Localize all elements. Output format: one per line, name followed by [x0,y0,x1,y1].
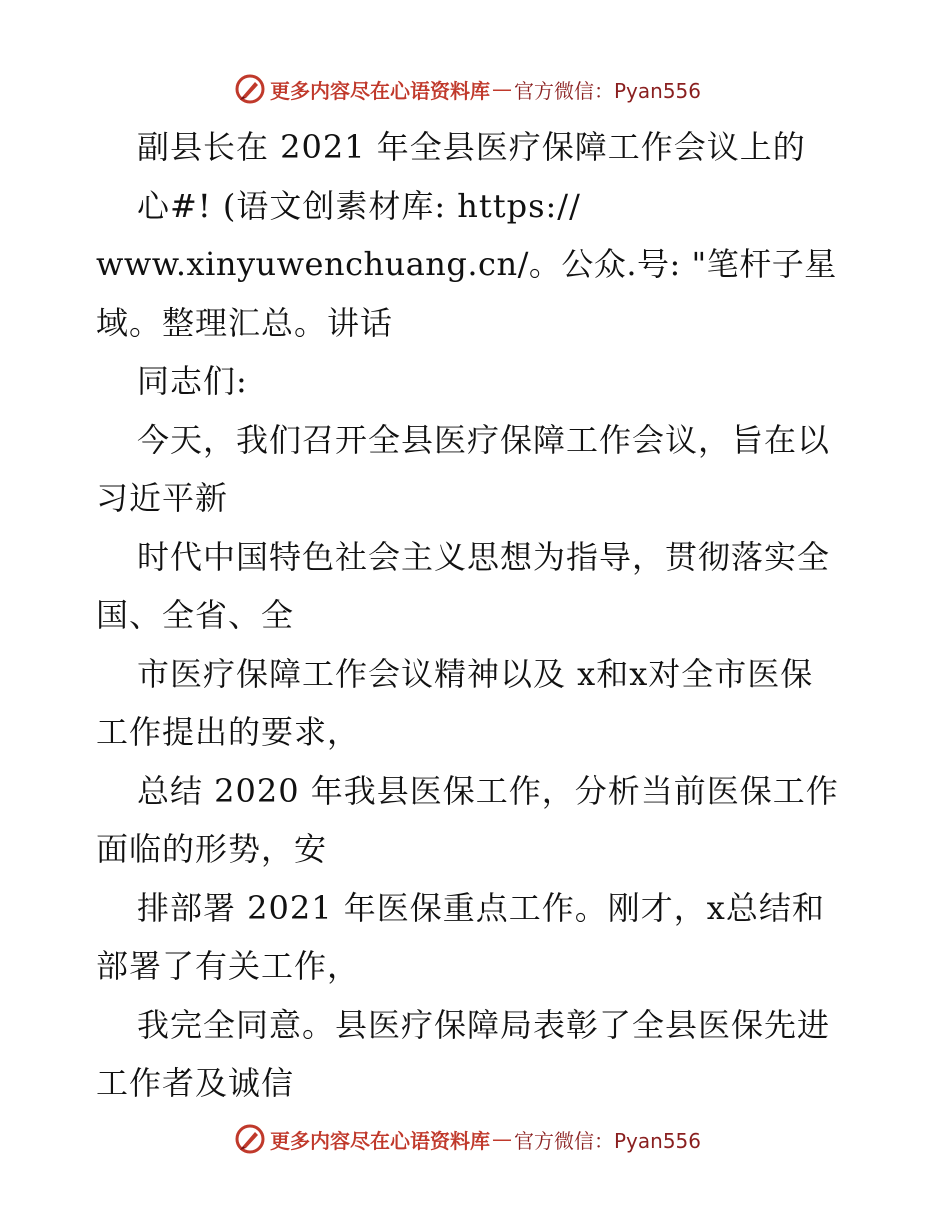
watermark-separator: — [492,77,512,101]
doc-line-paragraph: 部署了有关工作， [96,947,361,985]
doc-line-paragraph: 习近平新 [96,479,229,517]
watermark-brand-text: 更多内容尽在心语资料库 [270,1128,490,1153]
doc-line-paragraph: 工作者及诚信 [96,1064,295,1102]
doc-line-title-4: 域。整理汇总。讲话 [96,303,394,342]
header-watermark-banner [234,72,701,106]
footer-watermark-banner [234,1122,701,1156]
doc-line-paragraph: 今天，我们召开全县医疗保障工作会议，旨在以 [137,420,831,459]
doc-line-paragraph: 排部署 2021 年医保重点工作。刚才，x总结和 [137,888,825,927]
pen-logo-icon [234,73,266,105]
document-body [96,118,866,1113]
watermark-wechat-text: 官方微信：Pyan556 [514,78,702,103]
doc-line-salutation: 同志们: [137,362,248,400]
doc-line-paragraph: 面临的形势，安 [96,830,328,868]
doc-line-title-1: 副县长在 2021 年全县医疗保障工作会议上的 [137,128,806,166]
watermark-wechat-text: 官方微信：Pyan556 [514,1128,702,1153]
doc-line-paragraph: 国、全省、全 [96,596,295,634]
doc-line-paragraph: 工作提出的要求， [96,713,361,751]
doc-line-title-2: 心#! (语文创素材库: https:// [137,186,581,225]
watermark-separator: — [492,1127,512,1151]
doc-line-paragraph: 总结 2020 年我县医保工作，分析当前医保工作 [137,771,839,810]
doc-line-paragraph: 时代中国特色社会主义思想为指导，贯彻落实全 [137,537,831,576]
pen-logo-icon [234,1123,266,1155]
doc-line-title-3: www.xinyuwenchuang.cn/。公众.号: "笔杆子星 [96,245,837,283]
doc-line-paragraph: 市医疗保障工作会议精神以及 x和x对全市医保 [137,654,814,693]
doc-line-paragraph: 我完全同意。县医疗保障局表彰了全县医保先进 [137,1005,831,1044]
watermark-brand-text: 更多内容尽在心语资料库 [270,78,490,103]
